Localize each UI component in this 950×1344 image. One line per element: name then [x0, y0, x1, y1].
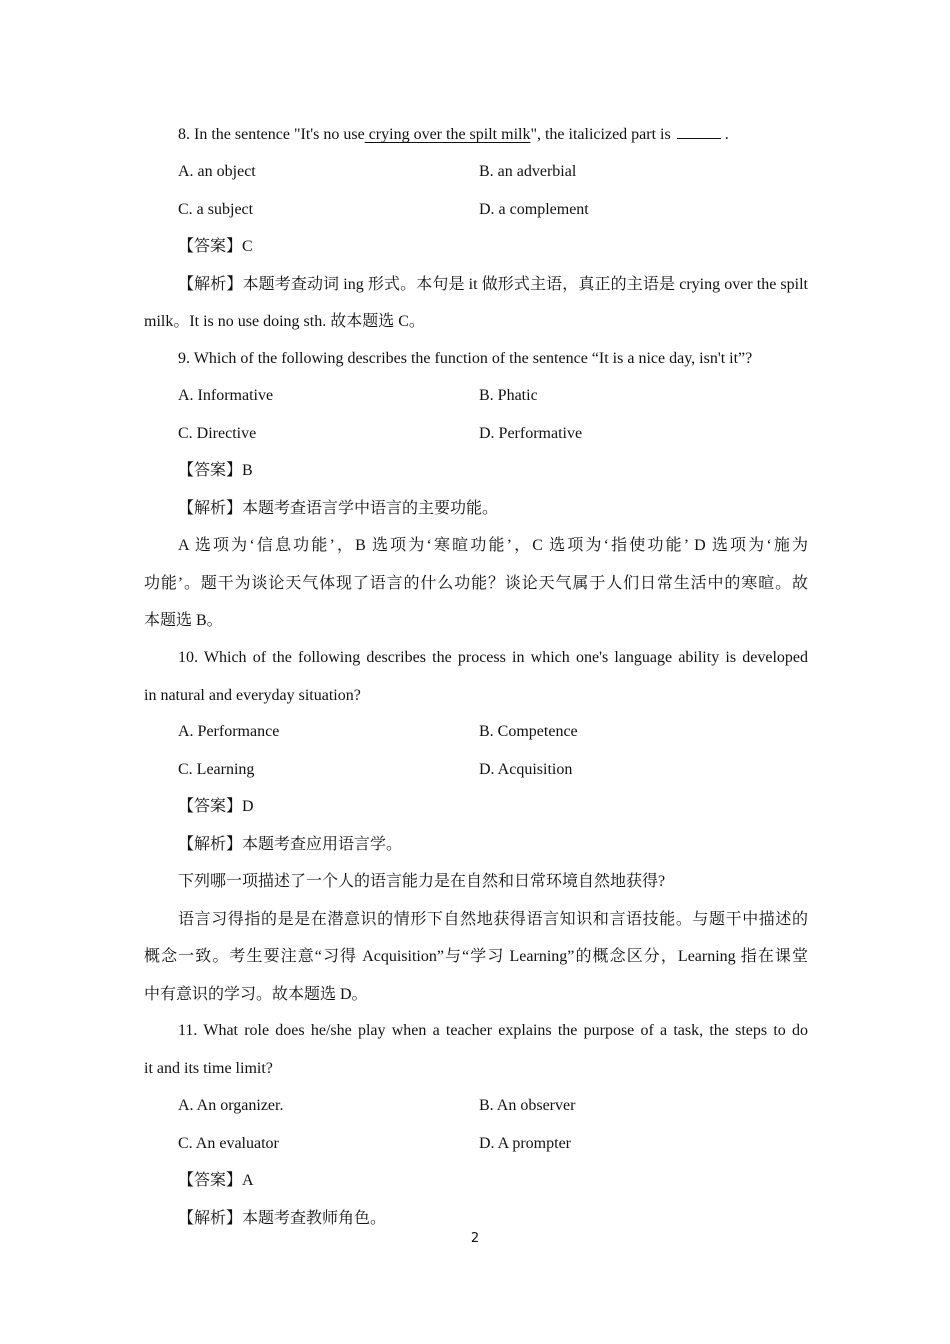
analysis-line: milk。It is no use doing sth. 故本题选 C。 [144, 313, 425, 330]
question-11-options [178, 1087, 808, 1162]
analysis-line: 概念一致。考生要注意“习得 Acquisition”与“学习 Learning”的概念区分，Learning 指在课堂 [144, 948, 808, 965]
option-c: C. An evaluator [178, 1134, 279, 1152]
page-number: 2 [470, 1231, 480, 1246]
option-a: A. An organizer. [178, 1097, 284, 1114]
analysis-title: 【解析】本题考查语言学中语言的主要功能。 [178, 499, 499, 517]
option-c: C. Directive [178, 424, 257, 442]
question-9-stem: 9. Which of the following describes the function of the sentence “It is a nice day, isn't it”? [178, 350, 753, 367]
option-d: D. A prompter [479, 1134, 571, 1152]
option-c: C. a subject [178, 200, 254, 218]
option-d: D. Performative [479, 424, 583, 442]
answer-line: 【答案】A [178, 1172, 254, 1189]
question-9 [144, 340, 808, 378]
analysis-line: 功能’。题干为谈论天气体现了语言的什么功能？谈论天气属于人们日常生活中的寒暄。故 [144, 574, 808, 592]
option-b: B. An observer [479, 1097, 576, 1114]
analysis-line: 下列哪一项描述了一个人的语言能力是在自然和日常环境自然地获得? [178, 873, 666, 890]
analysis-title: 【解析】本题考查应用语言学。 [178, 835, 403, 853]
answer-line: 【答案】C [178, 238, 253, 255]
question-8 [144, 116, 808, 154]
question-11 [144, 1012, 808, 1087]
option-a: A. Informative [178, 387, 274, 404]
question-10-options [178, 713, 808, 788]
analysis-line: A 选项为‘信息功能’，B 选项为‘寒暄功能’，C 选项为‘指使功能’ D 选项为‘施为 [178, 537, 808, 554]
question-8-solution [144, 228, 808, 341]
question-10-solution [144, 788, 808, 1013]
question-11-stem: it and its time limit? [144, 1059, 273, 1077]
option-b: B. an adverbial [479, 163, 577, 180]
analysis-line: 中有意识的学习。故本题选 D。 [144, 985, 368, 1003]
underlined-phrase: crying over the spilt milk [364, 126, 531, 143]
answer-line: 【答案】D [178, 798, 254, 815]
question-9-options [178, 377, 808, 452]
question-9-solution [144, 452, 808, 640]
analysis-title: 【解析】本题考查教师角色。 [178, 1209, 387, 1227]
analysis-line: 本题选 B。 [144, 612, 223, 629]
option-d: D. Acquisition [479, 760, 573, 778]
question-11-stem: 11. What role does he/she play when a teacher explains the purpose of a task, the steps to do [178, 1022, 808, 1039]
option-d: D. a complement [479, 200, 589, 218]
question-10-stem: in natural and everyday situation? [144, 686, 361, 704]
question-11-solution [144, 1162, 808, 1237]
question-10-stem: 10. Which of the following describes the process in which one's language ability is developed [178, 649, 808, 666]
option-b: B. Competence [479, 723, 578, 740]
question-8-options [178, 153, 808, 228]
answer-line: 【答案】B [178, 462, 253, 479]
option-a: A. Performance [178, 723, 280, 740]
option-b: B. Phatic [479, 387, 538, 404]
analysis-line: 【解析】本题考查动词 ing 形式。本句是 it 做形式主语，真正的主语是 crying over the spilt [178, 275, 808, 293]
answer-blank [677, 126, 721, 139]
analysis-line: 语言习得指的是是在潜意识的情形下自然地获得语言知识和言语技能。与题干中描述的 [178, 910, 808, 928]
question-8-stem: 8. In the sentence "It's no use crying over the spilt milk", the italicized part is . [178, 126, 729, 143]
option-a: A. an object [178, 163, 256, 180]
question-10 [144, 639, 808, 714]
option-c: C. Learning [178, 760, 255, 778]
